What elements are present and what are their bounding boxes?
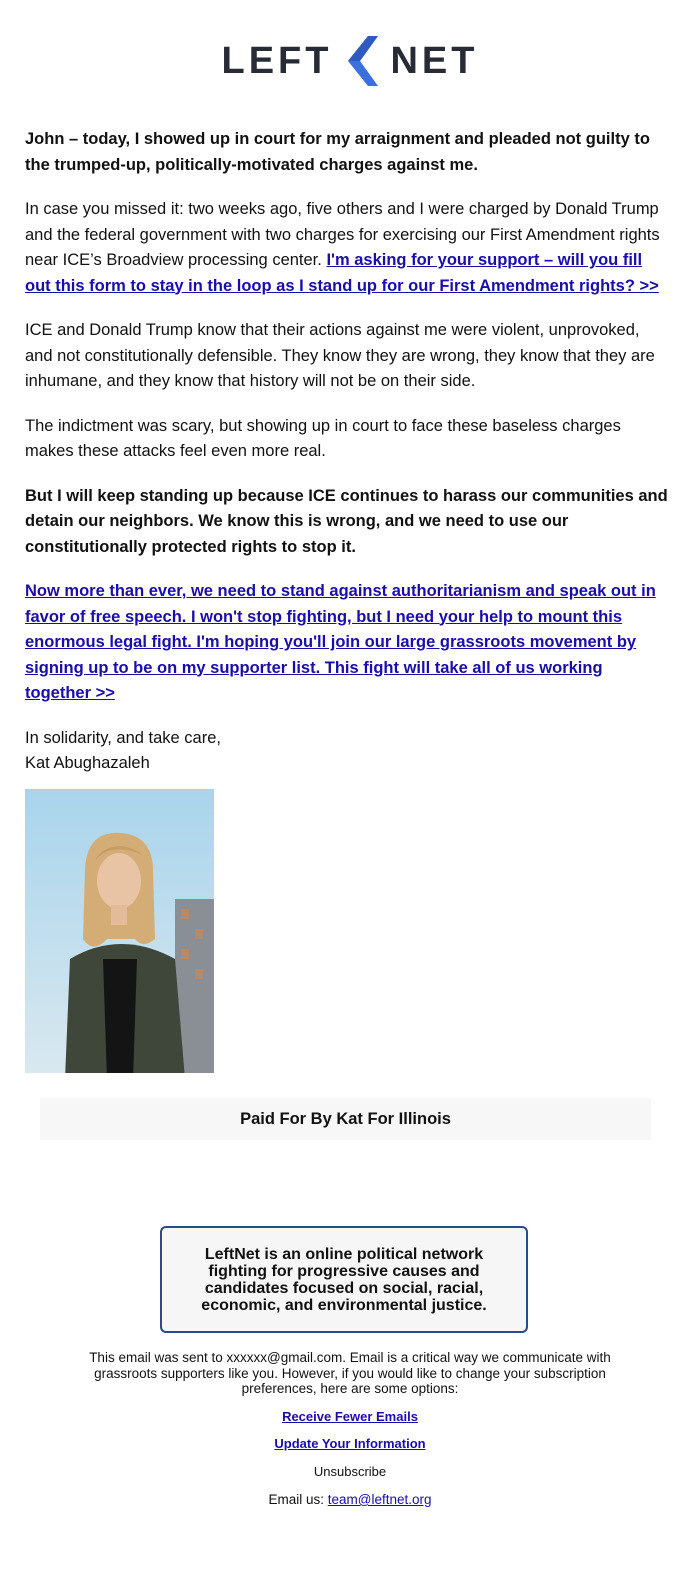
unsubscribe-link[interactable]: Unsubscribe	[313, 1463, 387, 1479]
contact-email-link[interactable]: team@leftnet.org	[327, 1492, 432, 1507]
logo-left-text: LEFT	[221, 39, 333, 82]
intro-text: In case you missed it: two weeks ago, five others and I were charged by Donald Trump and the federal government with two charges for exercising our First Amendment rights near ICE’s Broadview processing center.	[25, 200, 660, 269]
cta-paragraph	[25, 579, 670, 707]
supporter-list-link[interactable]: Now more than ever, we need to stand against authoritarianism and speak out in favor of free speech. I won't stop fighting, but I need your help to mount this enormous legal fight. I'm hoping you'll join our large grassroots movement by signing up to be on my supporter list. This fight will take all of us working together >>	[25, 582, 656, 702]
update-information-link[interactable]: Update Your Information	[274, 1436, 426, 1451]
email-us-label: Email us:	[268, 1492, 324, 1507]
email-body	[25, 127, 670, 1073]
footer	[60, 1350, 640, 1508]
paid-for-disclaimer: Paid For By Kat For Illinois	[40, 1098, 651, 1140]
intro-paragraph	[25, 197, 670, 299]
indictment-paragraph: The indictment was scary, but showing up in court to face these baseless charges makes these attacks feel even more real.	[25, 416, 621, 460]
greeting-paragraph: John – today, I showed up in court for my arraignment and pleaded not guilty to the trumped-up, politically-motivated charges against me.	[25, 130, 650, 174]
leftnet-about-box: LeftNet is an online political network fighting for progressive causes and candidates focused on social, racial, economic, and environmental justice.	[160, 1226, 528, 1333]
signature-text: Kat Abughazaleh	[25, 754, 150, 772]
standing-up-paragraph: But I will keep standing up because ICE continues to harass our communities and detain our neighbors. We know this is wrong, and we need to use our constitutionally protected rights to stop it.	[25, 486, 668, 556]
footer-notice: This email was sent to xxxxxx@gmail.com. Email is a critical way we communicate with grassroots supporters like you. However, if you would like to change your subscription preferences, here are some options:	[89, 1350, 611, 1396]
leftnet-logo[interactable]	[0, 34, 700, 88]
signoff-text: In solidarity, and take care,	[25, 728, 221, 747]
signoff-block	[25, 726, 670, 777]
chevron-left-icon	[344, 36, 378, 86]
logo-right-text: NET	[390, 39, 479, 82]
ice-paragraph: ICE and Donald Trump know that their actions against me were violent, unprovoked, and not constitutionally defensible. They know they are wrong, they know that they are inhumane, and they know that history will not be on their side.	[25, 321, 655, 390]
candidate-photo	[25, 789, 214, 1073]
form-signup-link[interactable]: I'm asking for your support – will you fill out this form to stay in the loop as I stand up for our First Amendment rights? >>	[25, 251, 659, 295]
email-us-line	[60, 1492, 640, 1508]
receive-fewer-emails-link[interactable]: Receive Fewer Emails	[282, 1408, 418, 1424]
